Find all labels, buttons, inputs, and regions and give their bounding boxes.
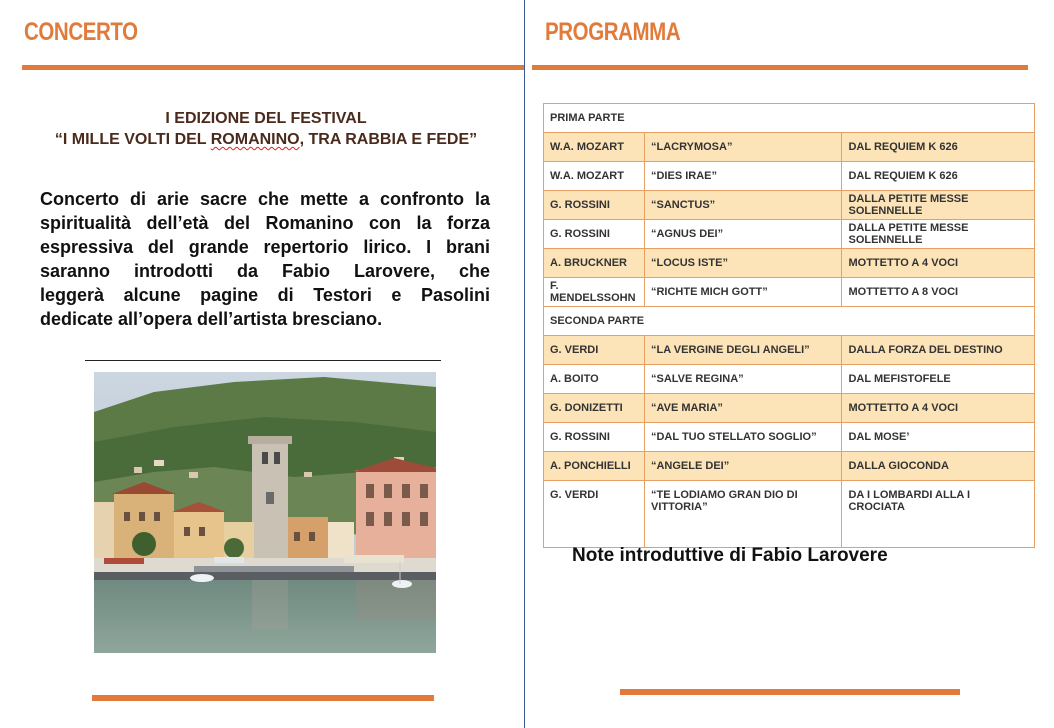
program-source: DALLA GIOCONDA [842, 452, 1035, 481]
program-row [544, 220, 1035, 249]
photo-top-rule [85, 360, 441, 361]
festival-edition: I EDIZIONE DEL FESTIVAL [165, 110, 367, 127]
program-source: MOTTETTO A 4 VOCI [842, 249, 1035, 278]
program-composer: A. BRUCKNER [544, 249, 645, 278]
program-row [544, 336, 1035, 365]
program-piece: “SALVE REGINA” [644, 365, 842, 394]
program-row [544, 249, 1035, 278]
right-footer-rule [620, 689, 960, 695]
page-divider [524, 0, 525, 728]
program-composer: G. VERDI [544, 481, 645, 548]
program-row [544, 423, 1035, 452]
lake-town-photo [94, 372, 436, 653]
program-piece: “LACRYMOSA” [644, 133, 842, 162]
program-source: MOTTETTO A 4 VOCI [842, 394, 1035, 423]
description-line: Concerto di arie sacre che mette a confronto la [40, 189, 490, 209]
program-source: DAL MOSE’ [842, 423, 1035, 452]
program-source: MOTTETTO A 8 VOCI [842, 278, 1035, 307]
program-composer: G. ROSSINI [544, 423, 645, 452]
left-header-rule [22, 65, 524, 70]
program-table [543, 103, 1035, 548]
description-line: dedicate all’opera dell’artista bresciano. [40, 309, 383, 329]
description-line: spiritualità dell’età del Romanino con la forza [40, 213, 490, 233]
program-composer: G. ROSSINI [544, 191, 645, 220]
program-piece: “DIES IRAE” [644, 162, 842, 191]
program-row [544, 162, 1035, 191]
program-composer: G. ROSSINI [544, 220, 645, 249]
program-piece: “LA VERGINE DEGLI ANGELI” [644, 336, 842, 365]
program-composer: G. DONIZETTI [544, 394, 645, 423]
program-composer: G. VERDI [544, 336, 645, 365]
festival-name-prefix: “I MILLE VOLTI DEL [54, 131, 211, 148]
description-line: espressiva del grande repertorio lirico. I brani [40, 237, 490, 257]
program-row [544, 452, 1035, 481]
program-table-body [544, 104, 1035, 548]
program-source: DALLA FORZA DEL DESTINO [842, 336, 1035, 365]
program-row [544, 133, 1035, 162]
program-piece: “LOCUS ISTE” [644, 249, 842, 278]
program-composer: F. MENDELSSOHN [544, 278, 645, 307]
right-header-rule [532, 65, 1028, 70]
program-piece: “AGNUS DEI” [644, 220, 842, 249]
program-row [544, 481, 1035, 548]
program-source: DAL REQUIEM K 626 [842, 162, 1035, 191]
program-source: DA I LOMBARDI ALLA I CROCIATA [842, 481, 1035, 548]
program-composer: W.A. MOZART [544, 162, 645, 191]
program-source: DALLA PETITE MESSE SOLENNELLE [842, 220, 1035, 249]
program-composer: A. BOITO [544, 365, 645, 394]
program-source: DAL MEFISTOFELE [842, 365, 1035, 394]
program-row [544, 278, 1035, 307]
program-piece: “ANGELE DEI” [644, 452, 842, 481]
left-footer-rule [92, 695, 434, 701]
program-section-label: SECONDA PARTE [544, 307, 1035, 336]
program-row [544, 394, 1035, 423]
program-piece: “SANCTUS” [644, 191, 842, 220]
programma-title: PROGRAMMA [545, 18, 681, 46]
program-source: DALLA PETITE MESSE SOLENNELLE [842, 191, 1035, 220]
program-composer: A. PONCHIELLI [544, 452, 645, 481]
program-piece: “TE LODIAMO GRAN DIO DI VITTORIA” [644, 481, 842, 548]
description-line: leggerà alcune pagine di Testori e Pasolini [40, 285, 490, 305]
program-section-label: PRIMA PARTE [544, 104, 1035, 133]
festival-heading [40, 108, 492, 150]
program-piece: “AVE MARIA” [644, 394, 842, 423]
program-source: DAL REQUIEM K 626 [842, 133, 1035, 162]
program-section-row [544, 307, 1035, 336]
program-piece: “DAL TUO STELLATO SOGLIO” [644, 423, 842, 452]
festival-name [40, 129, 492, 150]
program-piece: “RICHTE MICH GOTT” [644, 278, 842, 307]
festival-name-romanino: ROMANINO [210, 131, 300, 148]
festival-name-suffix: , TRA RABBIA E FEDE” [299, 131, 478, 148]
program-composer: W.A. MOZART [544, 133, 645, 162]
concert-description [40, 187, 490, 331]
program-section-row [544, 104, 1035, 133]
program-row [544, 191, 1035, 220]
program-row [544, 365, 1035, 394]
intro-notes-heading: Note introduttive di Fabio Larovere [572, 545, 888, 566]
description-line: saranno introdotti da Fabio Larovere, che [40, 261, 490, 281]
concerto-title: CONCERTO [24, 18, 138, 46]
